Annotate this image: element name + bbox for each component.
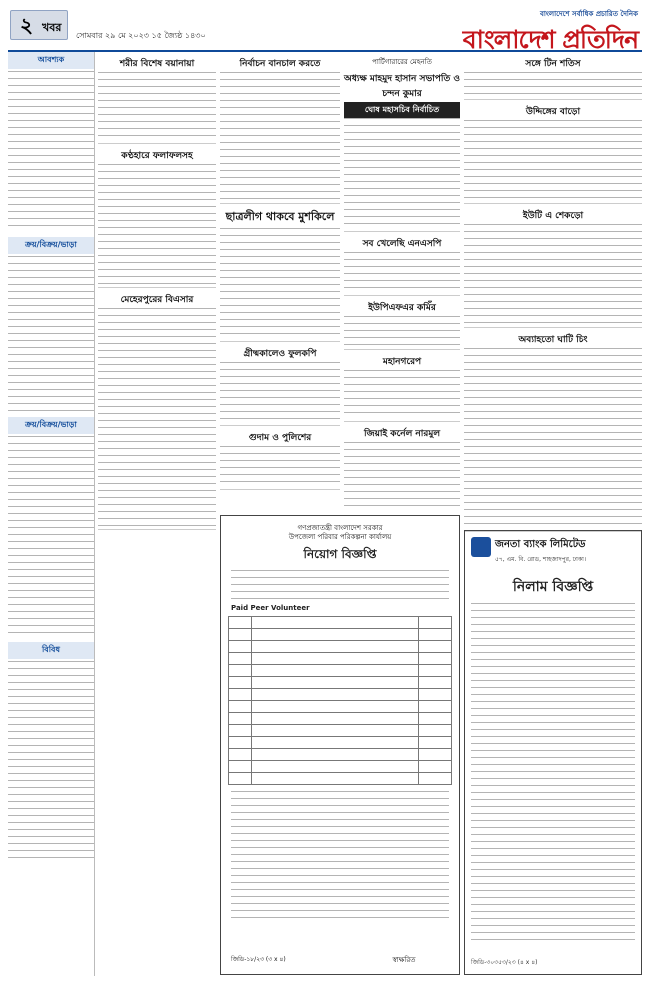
article-body (464, 72, 642, 96)
notice-footer (231, 954, 449, 966)
article-body (98, 308, 216, 526)
article-body (464, 224, 642, 324)
news-article (98, 288, 216, 530)
section-name: খবর (42, 21, 62, 34)
bank-name: জনতা ব্যাংক লিমিটেড (495, 539, 586, 550)
article-headline: জিয়াই কর্নেল নারমুল (363, 429, 441, 439)
news-article (344, 422, 460, 516)
article-headline: সঙ্গে টিন শতিস (525, 59, 581, 69)
article-body (464, 120, 642, 200)
dateline: সোমবার ২৯ মে ২০২৩ ১৫ জ্যৈষ্ঠ ১৪৩০ (76, 31, 206, 40)
news-article (98, 52, 216, 144)
article-headline: ইউপিএফএর কমিঁর (368, 303, 436, 313)
article-headline: অধ্যক্ষ মাহমুদ হাসান সভাপতি ও চন্দন কুমার (344, 74, 460, 99)
news-article (98, 144, 216, 288)
news-article (344, 296, 460, 350)
page-number-badge (10, 10, 68, 40)
article-body (98, 72, 216, 140)
notice-program: Paid Peer Volunteer (231, 604, 310, 612)
article-headline: মেহেরপুরের বিএসার (120, 295, 194, 305)
article-body (220, 228, 340, 338)
article-body (464, 348, 642, 528)
auction-title: নিলাম বিজ্ঞপ্তি (512, 579, 594, 595)
notice-office: উপজেলা পরিবার পরিকল্পনা কার্যালয় (288, 533, 392, 541)
article-headline: নির্বাচন বানচাল করতে (239, 59, 321, 69)
article-body (344, 316, 460, 346)
notice-reference: জিডি-১৮/২৩ (৩ x ৪) (231, 956, 286, 963)
page-number: ২ (20, 13, 34, 37)
notice-title: নিয়োগ বিজ্ঞপ্তি (303, 547, 377, 561)
article-headline: কণ্ঠহারে ফলাফলসহ (121, 151, 193, 161)
news-article (344, 52, 460, 232)
news-column-2 (98, 52, 216, 976)
article-body (344, 370, 460, 418)
article-kicker: পার্টিগারারের মেহনতি (372, 58, 432, 66)
bank-logo-icon (471, 537, 491, 557)
notice-signature: স্বাক্ষরিত (392, 956, 416, 964)
article-headline-band: ঘোষ মহাসচিব নির্বাচিত (344, 102, 460, 118)
auction-footer: জিডি-৩০৩৫৩/২৩ (৪ x ৪) (471, 959, 538, 966)
classified-section-header: ক্রয়/বিক্রয়/ভাড়া (8, 417, 94, 434)
article-headline: উদ্দিঙ্গের বাড়ো (525, 107, 581, 117)
classified-text (8, 256, 94, 411)
auction-notice-ad (464, 530, 642, 975)
article-body (344, 252, 460, 292)
bank-address: ৫৭, এম. বি. রোড, শাহজাদপুর, ঢাকা। (495, 556, 587, 563)
recruitment-notice-ad (220, 515, 460, 975)
article-headline: গুদাম ও পুলিশের (248, 433, 312, 443)
article-headline: সব খেলেছি এনএসপি (362, 239, 442, 249)
article-body (344, 442, 460, 512)
article-headline: গ্রীষ্মকালেও ফুলকপি (243, 349, 317, 359)
news-article (344, 232, 460, 296)
news-article (464, 204, 642, 328)
news-article (220, 204, 340, 342)
article-headline: ইউটি এ শেকড়ো (522, 211, 584, 221)
news-article (220, 342, 340, 426)
classified-text (8, 436, 94, 636)
news-article (464, 100, 642, 204)
classified-section-header: বিবিধ (8, 642, 94, 659)
article-body (220, 446, 340, 486)
brand-name: বাংলাদেশ প্রতিদিন (462, 25, 638, 54)
brand-tagline: বাংলাদেশে সর্বাধিক প্রচারিত দৈনিক (539, 10, 638, 18)
classified-text (8, 71, 94, 231)
news-column-3 (220, 52, 340, 512)
notice-government: গণপ্রজাতন্ত্রী বাংলাদেশ সরকার (297, 524, 383, 532)
article-headline: অব্যাহতো ঘাটি চিং (518, 335, 588, 345)
article-headline: ছাত্রলীগ থাকবে মুশকিলে (225, 210, 335, 223)
auction-body (471, 603, 635, 943)
news-article (344, 350, 460, 422)
notice-header (221, 516, 459, 542)
notice-conditions (231, 791, 449, 921)
masthead (8, 6, 642, 52)
news-column-5 (464, 52, 642, 527)
classified-text (8, 661, 94, 861)
news-article (220, 426, 340, 490)
news-column-4 (344, 52, 460, 512)
article-headline: শরীর বিশেষ বয়ানায়া (119, 59, 195, 69)
article-body (220, 362, 340, 422)
classifieds-column (8, 52, 95, 976)
article-body (344, 118, 460, 228)
classified-section-header: আবশ্যক (8, 52, 94, 69)
notice-table (228, 616, 452, 785)
news-article (220, 52, 340, 204)
news-article (464, 328, 642, 532)
classified-section-header: ক্রয়/বিক্রয়/ভাড়া (8, 237, 94, 254)
article-body (98, 164, 216, 284)
news-article (464, 52, 642, 100)
notice-intro (231, 570, 449, 600)
article-headline: মহানগরেপ (382, 357, 422, 367)
article-body (220, 72, 340, 200)
